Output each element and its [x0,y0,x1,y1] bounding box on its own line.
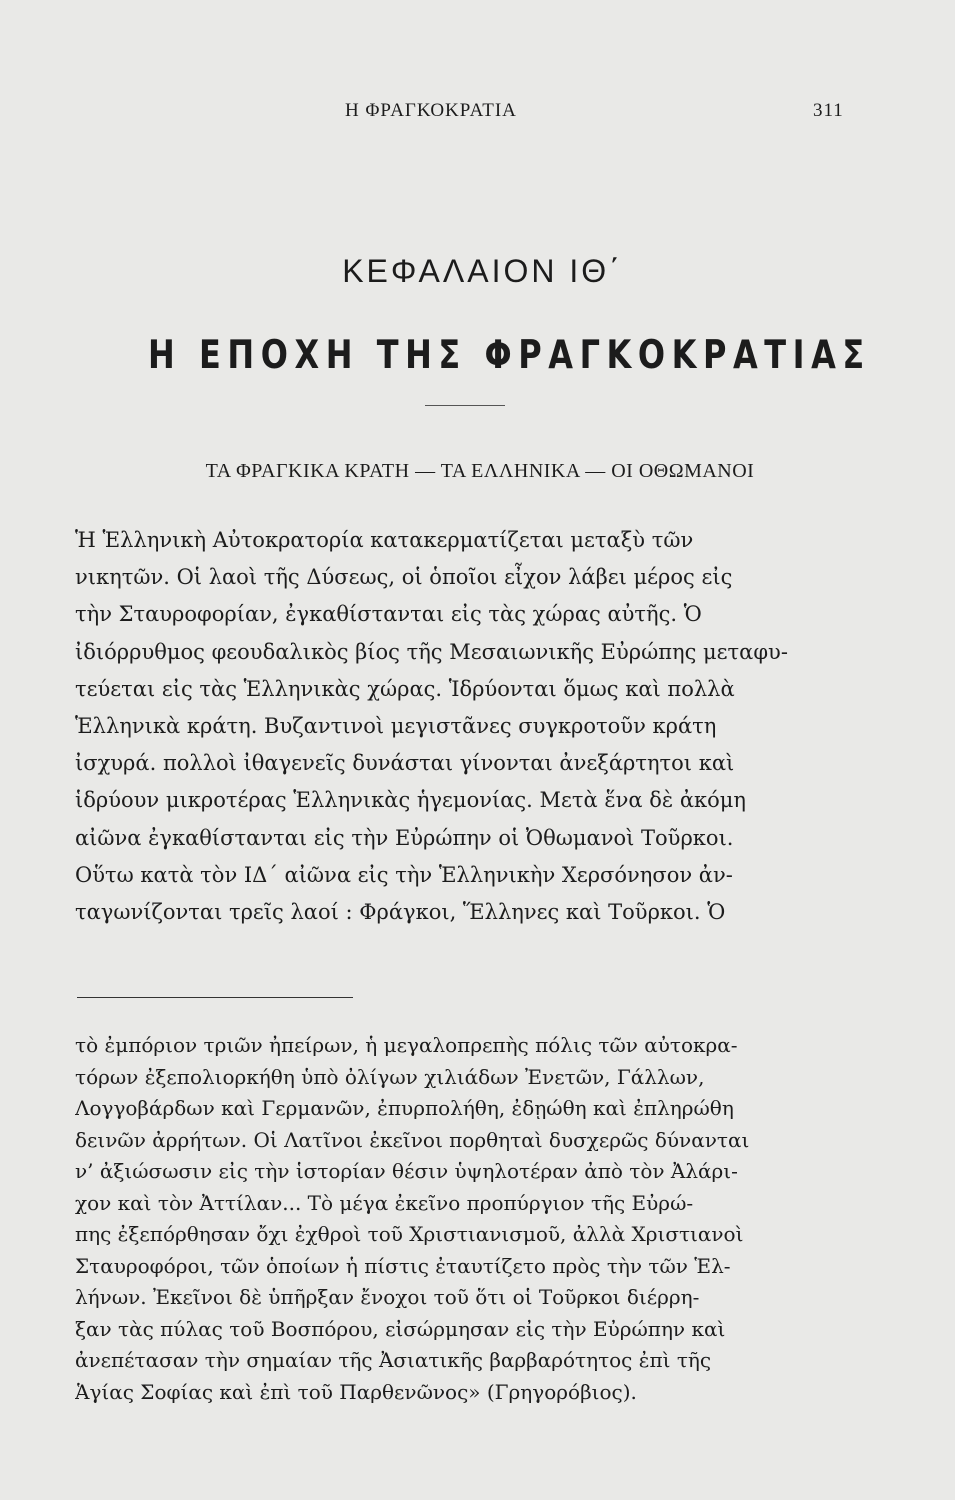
body-line: Ἑλληνικὰ κράτη. Βυζαντινοὶ μεγιστᾶνες συγκροτοῦν κράτη [75,714,717,739]
body-line: ἰδιόρρυθμος φεουδαλικὸς βίος τῆς Μεσαιωνικῆς Εὐρώπης μεταφυ- [75,639,788,664]
footnote-line: λήνων. Ἐκεῖνοι δὲ ὑπῆρξαν ἔνοχοι τοῦ ὅτι οἱ Τοῦρκοι διέρρη- [75,1285,700,1309]
footnote-line: δεινῶν ἀρρήτων. Οἱ Λατῖνοι ἐκεῖνοι πορθηταὶ δυσχερῶς δύνανται [75,1127,750,1152]
footnote-line: ξαν τὰς πύλας τοῦ Βοσπόρου, εἰσώρμησαν εἰς τὴν Εὐρώπην καὶ [75,1316,726,1341]
body-line: ἰσχυρά. πολλοὶ ἰθαγενεῖς δυνάσται γίνονται ἀνεξάρτητοι καὶ [75,751,735,776]
footnote-rule [77,997,353,998]
footnote-line: πης ἐξεπόρθησαν ὄχι ἐχθροὶ τοῦ Χριστιανισμοῦ, ἀλλὰ Χριστιανοὶ [75,1222,744,1246]
footnote-line: ἀνεπέτασαν τὴν σημαίαν τῆς Ἀσιατικῆς βαρβαρότητος ἐπὶ τῆς [75,1348,712,1372]
footnote-text [75,1030,855,1408]
footnote-line: χον καὶ τὸν Ἀττίλαν... Τὸ μέγα ἐκεῖνο προπύργιον τῆς Εὐρώ- [75,1190,694,1215]
page-number: 311 [813,100,844,121]
body-line: Ἡ Ἑλληνικὴ Αὐτοκρατορία κατακερματίζεται μεταξὺ τῶν [75,528,694,552]
chapter-subtitle: ΤΑ ΦΡΑΓΚΙΚΑ ΚΡΑΤΗ — ΤΑ ΕΛΛΗΝΙΚΑ — ΟΙ ΟΘΩΜΑΝΟΙ [205,460,755,482]
footnote-line: τὸ ἐμπόριον τριῶν ἠπείρων, ἡ μεγαλοπρεπὴς πόλις τῶν αὐτοκρα- [75,1033,738,1057]
body-line: τὴν Σταυροφορίαν, ἐγκαθίστανται εἰς τὰς χώρας αὐτῆς. Ὁ [75,602,702,627]
footnote-line: Λογγοβάρδων καὶ Γερμανῶν, ἐπυρπολήθη, ἐδῃώθη καὶ ἐπληρώθη [75,1096,734,1120]
body-line: νικητῶν. Οἱ λαοὶ τῆς Δύσεως, οἱ ὁποῖοι εἶχον λάβει μέρος εἰς [75,565,733,590]
running-header [0,100,955,130]
footnote-line: τόρων ἐξεπολιορκήθη ὑπὸ ὀλίγων χιλιάδων Ἐνετῶν, Γάλλων, [75,1064,705,1089]
title-rule [425,405,505,406]
footnote-line: Σταυροφόροι, τῶν ὁποίων ἡ πίστις ἐταυτίζετο πρὸς τὴν τῶν Ἑλ- [75,1253,731,1278]
body-line: τεύεται εἰς τὰς Ἑλληνικὰς χώρας. Ἱδρύονται ὅμως καὶ πολλὰ [75,676,735,701]
body-text [75,522,851,931]
body-line: Οὕτω κατὰ τὸν ΙΔ΄ αἰῶνα εἰς τὴν Ἑλληνικὴν Χερσόνησον ἀν- [75,862,733,887]
running-title: Η ΦΡΑΓΚΟΚΡΑΤΙΑ [345,100,517,121]
body-line: αἰῶνα ἐγκαθίστανται εἰς τὴν Εὐρώπην οἱ Ὀθωμανοὶ Τοῦρκοι. [75,825,734,850]
body-line: ταγωνίζονται τρεῖς λαοί : Φράγκοι, Ἕλληνες καὶ Τοῦρκοι. Ὁ [75,900,726,925]
chapter-title: Η ΕΠΟΧΗ ΤΗΣ ΦΡΑΓΚΟΚΡΑΤΙΑΣ [148,333,871,378]
body-line: ἱδρύουν μικροτέρας Ἑλληνικὰς ἡγεμονίας. Μετὰ ἕνα δὲ ἀκόμη [75,788,747,813]
chapter-label: ΚΕΦΑΛΑΙΟΝ ΙΘ΄ [342,253,623,289]
footnote-line: Ἁγίας Σοφίας καὶ ἐπὶ τοῦ Παρθενῶνος» (Γρηγορόβιος). [75,1379,637,1404]
footnote-line: ν’ ἀξιώσωσιν εἰς τὴν ἱστορίαν θέσιν ὑψηλοτέραν ἀπὸ τὸν Ἀλάρι- [75,1159,738,1183]
